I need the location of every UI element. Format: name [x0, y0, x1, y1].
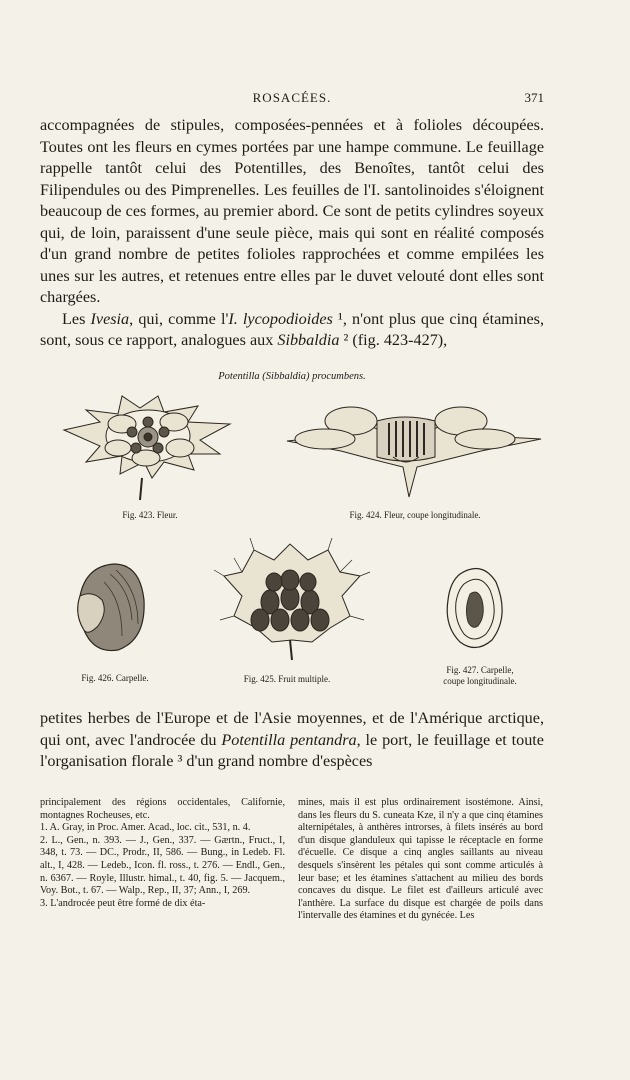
paragraph-2: Les Ivesia, qui, comme l'I. lycopodioides ¹, n'ont plus que cinq étamines, sont, sous ce rapport, analogues aux Sibbaldia ² (fig. 423-427), [40, 309, 545, 349]
footnote-3: 3. L'androcée peut être formé de dix éta- [40, 897, 206, 909]
footnote-3-continuation: mines, mais il est plus ordinairement isostémone. Ainsi, dans les fleurs du S. cuneata Kze, il n'y a que cinq étamines alternipétales, à anthères introrses, à filets insérés au bord d'un disque glanduleux qui tapisse le réceptacle en forme d'écuelle. Ce disque a cinq angles saillants au niveau desquels s'insèrent les pétales qui sont comme articulés à leur base; et les étamines s'attachent au milieu des bords concaves du disque. Le filet est d'ailleurs articulé avec l'anthère. La surface du disque est chargée de poils dans l'intervalle des étamines et du gynécée. Les [298, 797, 543, 922]
footnotes-right-column [298, 797, 543, 923]
footnote-continuation: principalement des régions occidentales, Californie, montagnes Rocheuses, etc. [40, 797, 285, 821]
fig-427-caption: Fig. 427. Carpelle, coupe longitudinale. [443, 665, 517, 686]
fig-425-multiple-fruit-illustration [212, 536, 372, 666]
paragraph-1: accompagnées de stipules, composées-pennées et à folioles découpées. Toutes ont les fleurs en cymes portées par une hampe commune. Le feuillage rappelle tantôt celui des Potentilles, des Benoîtes, tantôt celui des Filipendules ou des Pimprenelles. Les feuilles de l'I. santolinoides s'éloignent beaucoup de ces formes, au premier abord. Ce sont de petits cylindres soyeux qui, de loin, paraissent d'une seule pièce, mais qui sont en réalité composés d'un grand nombre de petites folioles rapprochées et comme empilées les unes sur les autres, et retenues entre elles par le duvet velouté dont elles sont chargées. [40, 116, 544, 306]
fig-423-caption: Fig. 423. Fleur. [122, 510, 178, 520]
body-text-top [40, 115, 544, 352]
fig-426-caption: Fig. 426. Carpelle. [81, 673, 149, 683]
footnote-2: 2. L., Gen., n. 393. — J., Gen., 337. — Gærtn., Fruct., I, 348, t. 73. — DC., Prodr., II, 586. — Bung., in Ledeb. Fl. alt., I, 428. — Ledeb., Icon. fl. ross., t. 276. — Endl., Gen., n. 6367. — Royle, Illustr. himal., t. 40, fig. 5. — Jacquem., Voy. Bot., t. 67. — Walp., Rep., II, 37; Ann., I, 269. [40, 834, 285, 897]
fig-424-caption: Fig. 424. Fleur, coupe longitudinale. [349, 510, 481, 520]
figure-group-title: Potentilla (Sibbaldia) procumbens. [218, 371, 366, 382]
fig-425-caption: Fig. 425. Fruit multiple. [243, 674, 331, 684]
page-number: 371 [524, 90, 544, 105]
footnotes-left-column [40, 797, 285, 910]
fig-427-carpel-section-illustration [440, 560, 512, 656]
paragraph-3: petites herbes de l'Europe et de l'Asie moyennes, et de l'Amérique arctique, qui ont, avec l'androcée du Potentilla pentandra, le port, le feuillage et toute l'organisation florale ³ d'un grand nombre d'espèces [40, 709, 544, 770]
running-title: ROSACÉES. [252, 90, 332, 105]
fig-424-flower-section-illustration [285, 393, 545, 503]
fig-426-carpel-illustration [70, 560, 150, 656]
footnote-1: 1. A. Gray, in Proc. Amer. Acad., loc. cit., 531, n. 4. [40, 822, 251, 834]
body-text-bottom [40, 708, 544, 773]
fig-423-flower-illustration [60, 392, 236, 504]
running-header [40, 90, 544, 110]
